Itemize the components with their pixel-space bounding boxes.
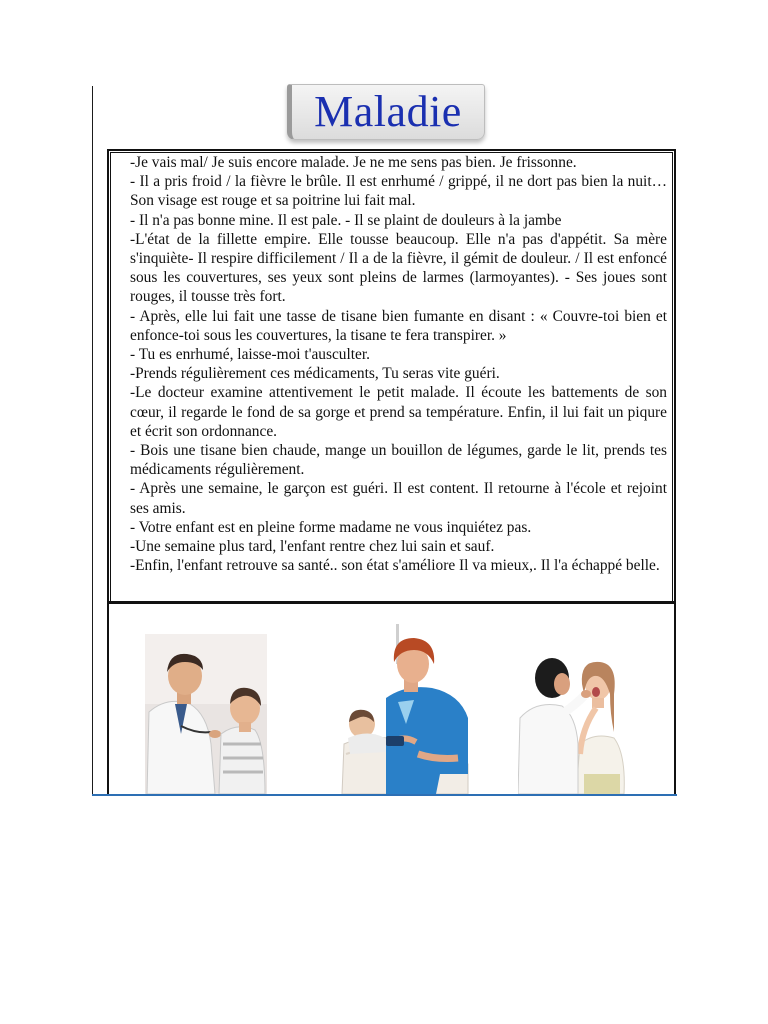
- text-line: -Je vais mal/ Je suis encore malade. Je ne me sens pas bien. Je frissonne.: [130, 154, 577, 171]
- text-line: -L'état de la fillette empire. Elle tousse beaucoup. Elle n'a pas d'appétit. Sa mère s'inquiète- Il respire difficilement / Il a de la fièvre, il gémit de douleur. / Il est enfoncé sous les couvertures, ses yeux sont pleins de larmes (larmoyantes). - Ses joues sont rouges, il tousse très fort.: [130, 230, 667, 306]
- doctor-checking-throat-photo: [518, 654, 633, 794]
- text-line: - Il a pris froid / la fièvre le brûle. Il est enrhumé / grippé, il ne dort pas bien la nuit… Son visage est rouge et sa poitrine lui fait mal.: [130, 173, 667, 210]
- text-line: -Une semaine plus tard, l'enfant rentre chez lui sain et sauf.: [130, 538, 495, 556]
- page-title: Maladie: [314, 87, 462, 136]
- text-line: - Bois une tisane bien chaude, mange un bouillon de légumes, garde le lit, prends tes médicaments régulièrement.: [130, 442, 667, 479]
- text-line: -Enfin, l'enfant retrouve sa santé.. son état s'améliore Il va mieux,. Il l'a échappé belle.: [130, 557, 660, 575]
- title-badge: [287, 84, 485, 140]
- text-line: -Le docteur examine attentivement le petit malade. Il écoute les battements de son cœur, il regarde le fond de sa gorge et prend sa température. Enfin, il lui fait un piqure et écrit son ordonnance.: [130, 384, 667, 440]
- text-line: - Après une semaine, le garçon est guéri. Il est content. Il retourne à l'école et rejoint ses amis.: [130, 480, 667, 517]
- text-line: -Prends régulièrement ces médicaments, Tu seras vite guéri.: [130, 365, 500, 383]
- nurse-with-child-photo: [340, 624, 470, 794]
- page-left-rule: [92, 86, 93, 796]
- text-block: [130, 153, 667, 575]
- frame-divider: [107, 601, 676, 604]
- text-line: - Tu es enrhumé, laisse-moi t'ausculter.: [130, 346, 371, 364]
- doctor-examining-boy-photo: [145, 634, 267, 794]
- text-line: - Après, elle lui fait une tasse de tisane bien fumante en disant : « Couvre-toi bien et enfonce-toi sous les couvertures, la tisane te fera transpirer. »: [130, 307, 667, 344]
- page-bottom-rule: [92, 794, 677, 796]
- text-line: - Votre enfant est en pleine forme madame ne vous inquiétez pas.: [130, 518, 532, 536]
- text-line: - Il n'a pas bonne mine. Il est pale. - Il se plaint de douleurs à la jambe: [130, 211, 562, 229]
